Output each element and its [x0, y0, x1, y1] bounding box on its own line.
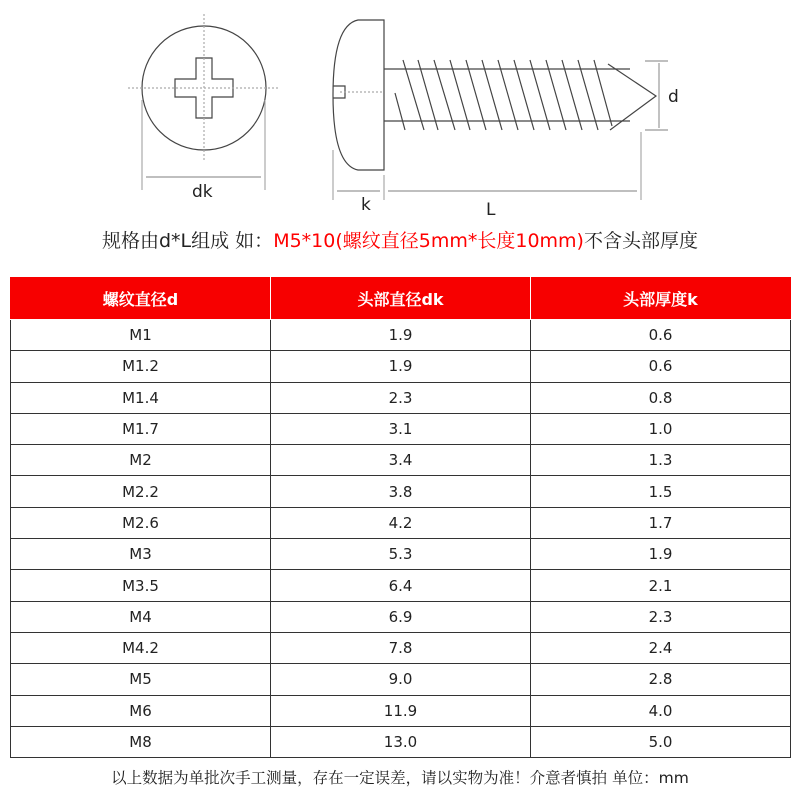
table-row — [11, 570, 791, 601]
caption-suffix: 不含头部厚度 — [583, 230, 698, 252]
table-cell: 2.1 — [531, 570, 791, 601]
k-label: k — [361, 195, 371, 215]
table-cell: 0.8 — [531, 382, 791, 413]
d-label: d — [668, 87, 679, 107]
table-cell: M8 — [11, 726, 271, 757]
table-cell: 2.3 — [531, 601, 791, 632]
column-header: 螺纹直径d — [11, 277, 271, 320]
table-cell: 6.9 — [271, 601, 531, 632]
table-row — [11, 539, 791, 570]
table-cell: 1.9 — [271, 320, 531, 351]
table-cell: M6 — [11, 695, 271, 726]
table-cell: 0.6 — [531, 351, 791, 382]
dk-label: dk — [192, 182, 213, 202]
table-row — [11, 726, 791, 757]
table-cell: M2.2 — [11, 476, 271, 507]
spec-caption — [0, 226, 800, 253]
caption-example: M5*10(螺纹直径5mm*长度10mm) — [273, 230, 584, 252]
table-cell: M1.7 — [11, 413, 271, 444]
table-cell: M5 — [11, 664, 271, 695]
table-cell: 1.0 — [531, 413, 791, 444]
table-cell: M4.2 — [11, 632, 271, 663]
table-cell: M3 — [11, 539, 271, 570]
table-row — [11, 382, 791, 413]
table-cell: 1.9 — [531, 539, 791, 570]
table-cell: M1 — [11, 320, 271, 351]
table-row — [11, 476, 791, 507]
spec-table — [10, 277, 791, 758]
table-row — [11, 413, 791, 444]
table-cell: 2.3 — [271, 382, 531, 413]
table-cell: 1.5 — [531, 476, 791, 507]
table-cell: M3.5 — [11, 570, 271, 601]
table-cell: 11.9 — [271, 695, 531, 726]
table-cell: 1.9 — [271, 351, 531, 382]
table-cell: 13.0 — [271, 726, 531, 757]
footer-note: 以上数据为单批次手工测量，存在一定误差，请以实物为准！介意者慎拍 单位：mm — [111, 769, 689, 787]
table-row — [11, 601, 791, 632]
table-row — [11, 320, 791, 351]
column-header: 头部直径dk — [271, 277, 531, 320]
table-cell: 3.1 — [271, 413, 531, 444]
table-cell: 1.7 — [531, 507, 791, 538]
table-row — [11, 507, 791, 538]
table-cell: 3.4 — [271, 445, 531, 476]
table-cell: 0.6 — [531, 320, 791, 351]
screw-head-side-view — [333, 20, 384, 170]
L-label: L — [486, 200, 496, 220]
table-row — [11, 695, 791, 726]
table-cell: 5.0 — [531, 726, 791, 757]
table-cell: M1.2 — [11, 351, 271, 382]
table-row — [11, 351, 791, 382]
table-cell: 4.0 — [531, 695, 791, 726]
table-cell: M1.4 — [11, 382, 271, 413]
caption-prefix: 规格由d*L组成 如： — [102, 230, 274, 252]
screw-diagram — [0, 0, 800, 225]
table-row — [11, 445, 791, 476]
table-row — [11, 632, 791, 663]
table-cell: M4 — [11, 601, 271, 632]
table-cell: 7.8 — [271, 632, 531, 663]
column-header: 头部厚度k — [531, 277, 791, 320]
table-cell: M2 — [11, 445, 271, 476]
table-cell: 1.3 — [531, 445, 791, 476]
table-row — [11, 664, 791, 695]
table-cell: 3.8 — [271, 476, 531, 507]
thread-lines — [395, 60, 612, 130]
table-cell: 2.8 — [531, 664, 791, 695]
table-cell: 5.3 — [271, 539, 531, 570]
table-cell: 9.0 — [271, 664, 531, 695]
table-cell: 4.2 — [271, 507, 531, 538]
table-cell: 6.4 — [271, 570, 531, 601]
table-cell: M2.6 — [11, 507, 271, 538]
table-cell: 2.4 — [531, 632, 791, 663]
